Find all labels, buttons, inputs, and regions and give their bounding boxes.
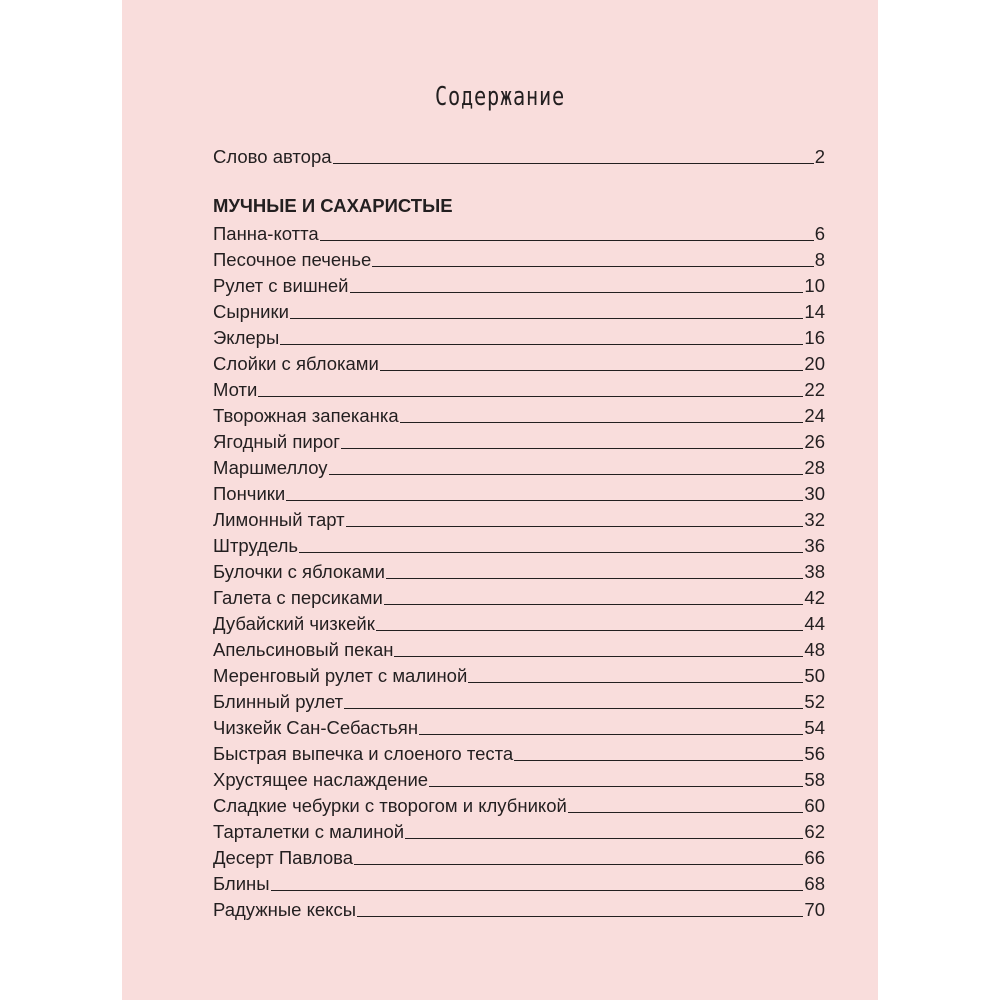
toc-entry-label: Маршмеллоу xyxy=(213,457,328,478)
toc-entry[interactable] xyxy=(213,869,825,895)
toc-entry-label: Ягодный пирог xyxy=(213,431,341,452)
toc-entry[interactable] xyxy=(213,245,825,271)
toc-entry-label: Сырники xyxy=(213,301,289,322)
toc-entry-page: 38 xyxy=(804,561,825,582)
toc-entry-page: 20 xyxy=(804,353,825,374)
toc-entry-page: 62 xyxy=(804,821,825,842)
toc-entry-page: 48 xyxy=(804,639,825,660)
toc-leader-line xyxy=(384,604,804,605)
toc-entry[interactable] xyxy=(213,895,825,921)
toc-entry-page: 6 xyxy=(814,223,825,244)
toc-entry-label: Радужные кексы xyxy=(213,899,357,920)
toc-leader-line xyxy=(386,578,803,579)
toc-entry-page: 68 xyxy=(804,873,825,894)
toc-entry-page: 50 xyxy=(804,665,825,686)
toc-leader-line xyxy=(429,786,803,787)
toc-leader-line xyxy=(394,656,803,657)
toc-entry[interactable] xyxy=(213,297,825,323)
toc-entry-page: 44 xyxy=(804,613,825,634)
toc-entry-label: Чизкейк Сан-Себастьян xyxy=(213,717,419,738)
toc-entry-label: Творожная запеканка xyxy=(213,405,399,426)
toc-entry[interactable] xyxy=(213,505,825,531)
toc-entry[interactable] xyxy=(213,583,825,609)
toc-entry-page: 22 xyxy=(804,379,825,400)
toc-entry-label: Блины xyxy=(213,873,270,894)
toc-entry[interactable] xyxy=(213,219,825,245)
toc-leader-line xyxy=(568,812,804,813)
toc-entry-page: 30 xyxy=(804,483,825,504)
toc-entry-label: Хрустящее наслаждение xyxy=(213,769,429,790)
toc-entry-page: 16 xyxy=(804,327,825,348)
toc-entry-page: 52 xyxy=(804,691,825,712)
toc-entry-label: Слово автора xyxy=(213,146,332,167)
toc-entry-label: Моти xyxy=(213,379,258,400)
toc-entry-label: Галета с персиками xyxy=(213,587,383,608)
toc-entry[interactable] xyxy=(213,401,825,427)
toc-entry-page: 28 xyxy=(804,457,825,478)
toc-entry-label: Песочное печенье xyxy=(213,249,372,270)
toc-entry[interactable] xyxy=(213,349,825,375)
toc-entry-label: Быстрая выпечка и слоеного теста xyxy=(213,743,514,764)
toc-entry-label: Блинный рулет xyxy=(213,691,344,712)
toc-entry-label: Тарталетки с малиной xyxy=(213,821,405,842)
toc-leader-line xyxy=(258,396,803,397)
toc-entry-label: Слойки с яблоками xyxy=(213,353,379,374)
toc-leader-line xyxy=(344,708,803,709)
toc-entry-page: 70 xyxy=(804,899,825,920)
toc-entry-page: 54 xyxy=(804,717,825,738)
toc-leader-line xyxy=(299,552,803,553)
toc-entry[interactable] xyxy=(213,453,825,479)
toc-leader-line xyxy=(372,266,813,267)
toc-leader-line xyxy=(354,864,803,865)
toc-entry[interactable] xyxy=(213,765,825,791)
toc-leader-line xyxy=(419,734,803,735)
toc-entry[interactable] xyxy=(213,557,825,583)
toc-entry-page: 42 xyxy=(804,587,825,608)
toc-entry[interactable] xyxy=(213,531,825,557)
toc-entry-label: Сладкие чебурки с творогом и клубникой xyxy=(213,795,567,816)
toc-leader-line xyxy=(280,344,803,345)
toc-entry[interactable] xyxy=(213,713,825,739)
toc-entry-page: 32 xyxy=(804,509,825,530)
toc-entry-page: 2 xyxy=(814,146,825,167)
toc-entry-label: Панна-котта xyxy=(213,223,319,244)
toc-leader-line xyxy=(350,292,804,293)
toc-leader-line xyxy=(329,474,804,475)
toc-entry-page: 56 xyxy=(804,743,825,764)
toc-leader-line xyxy=(376,630,804,631)
toc-leader-line xyxy=(357,916,803,917)
toc-entry-label: Рулет с вишней xyxy=(213,275,349,296)
toc-entry-intro[interactable] xyxy=(213,142,825,168)
toc-entry[interactable] xyxy=(213,661,825,687)
toc-entry-label: Десерт Павлова xyxy=(213,847,354,868)
toc-leader-line xyxy=(346,526,804,527)
toc-entry-label: Штрудель xyxy=(213,535,299,556)
toc-leader-line xyxy=(286,500,803,501)
toc-entry[interactable] xyxy=(213,271,825,297)
toc-entry-label: Дубайский чизкейк xyxy=(213,613,375,634)
book-page xyxy=(122,0,878,1000)
toc-leader-line xyxy=(405,838,803,839)
toc-entry[interactable] xyxy=(213,609,825,635)
toc-leader-line xyxy=(341,448,803,449)
toc-entry[interactable] xyxy=(213,635,825,661)
toc-entry-label: Меренговый рулет с малиной xyxy=(213,665,468,686)
toc-leader-line xyxy=(290,318,803,319)
toc-entry-page: 8 xyxy=(814,249,825,270)
toc-entry-page: 24 xyxy=(804,405,825,426)
toc-leader-line xyxy=(400,422,804,423)
toc-leader-line xyxy=(333,163,814,164)
toc-entry[interactable] xyxy=(213,687,825,713)
section-heading: МУЧНЫЕ И САХАРИСТЫЕ xyxy=(213,195,453,216)
toc-entry-page: 60 xyxy=(804,795,825,816)
table-of-contents xyxy=(213,142,825,921)
toc-entry-page: 14 xyxy=(804,301,825,322)
toc-leader-line xyxy=(320,240,814,241)
toc-entry-page: 58 xyxy=(804,769,825,790)
toc-entry-page: 66 xyxy=(804,847,825,868)
toc-entry-page: 10 xyxy=(804,275,825,296)
toc-section-list xyxy=(213,219,825,921)
toc-entry-label: Булочки с яблоками xyxy=(213,561,385,582)
page-title: Содержание xyxy=(435,82,565,112)
toc-entry-label: Пончики xyxy=(213,483,286,504)
toc-entry[interactable] xyxy=(213,791,825,817)
toc-entry-page: 36 xyxy=(804,535,825,556)
toc-leader-line xyxy=(271,890,804,891)
toc-entry[interactable] xyxy=(213,817,825,843)
toc-entry-label: Эклеры xyxy=(213,327,280,348)
toc-entry-label: Апельсиновый пекан xyxy=(213,639,394,660)
toc-entry[interactable] xyxy=(213,375,825,401)
toc-leader-line xyxy=(468,682,803,683)
toc-leader-line xyxy=(380,370,804,371)
toc-leader-line xyxy=(514,760,803,761)
toc-entry[interactable] xyxy=(213,427,825,453)
toc-entry[interactable] xyxy=(213,739,825,765)
toc-entry-label: Лимонный тарт xyxy=(213,509,345,530)
toc-entry[interactable] xyxy=(213,843,825,869)
toc-entry[interactable] xyxy=(213,479,825,505)
toc-entry[interactable] xyxy=(213,323,825,349)
toc-entry-page: 26 xyxy=(804,431,825,452)
